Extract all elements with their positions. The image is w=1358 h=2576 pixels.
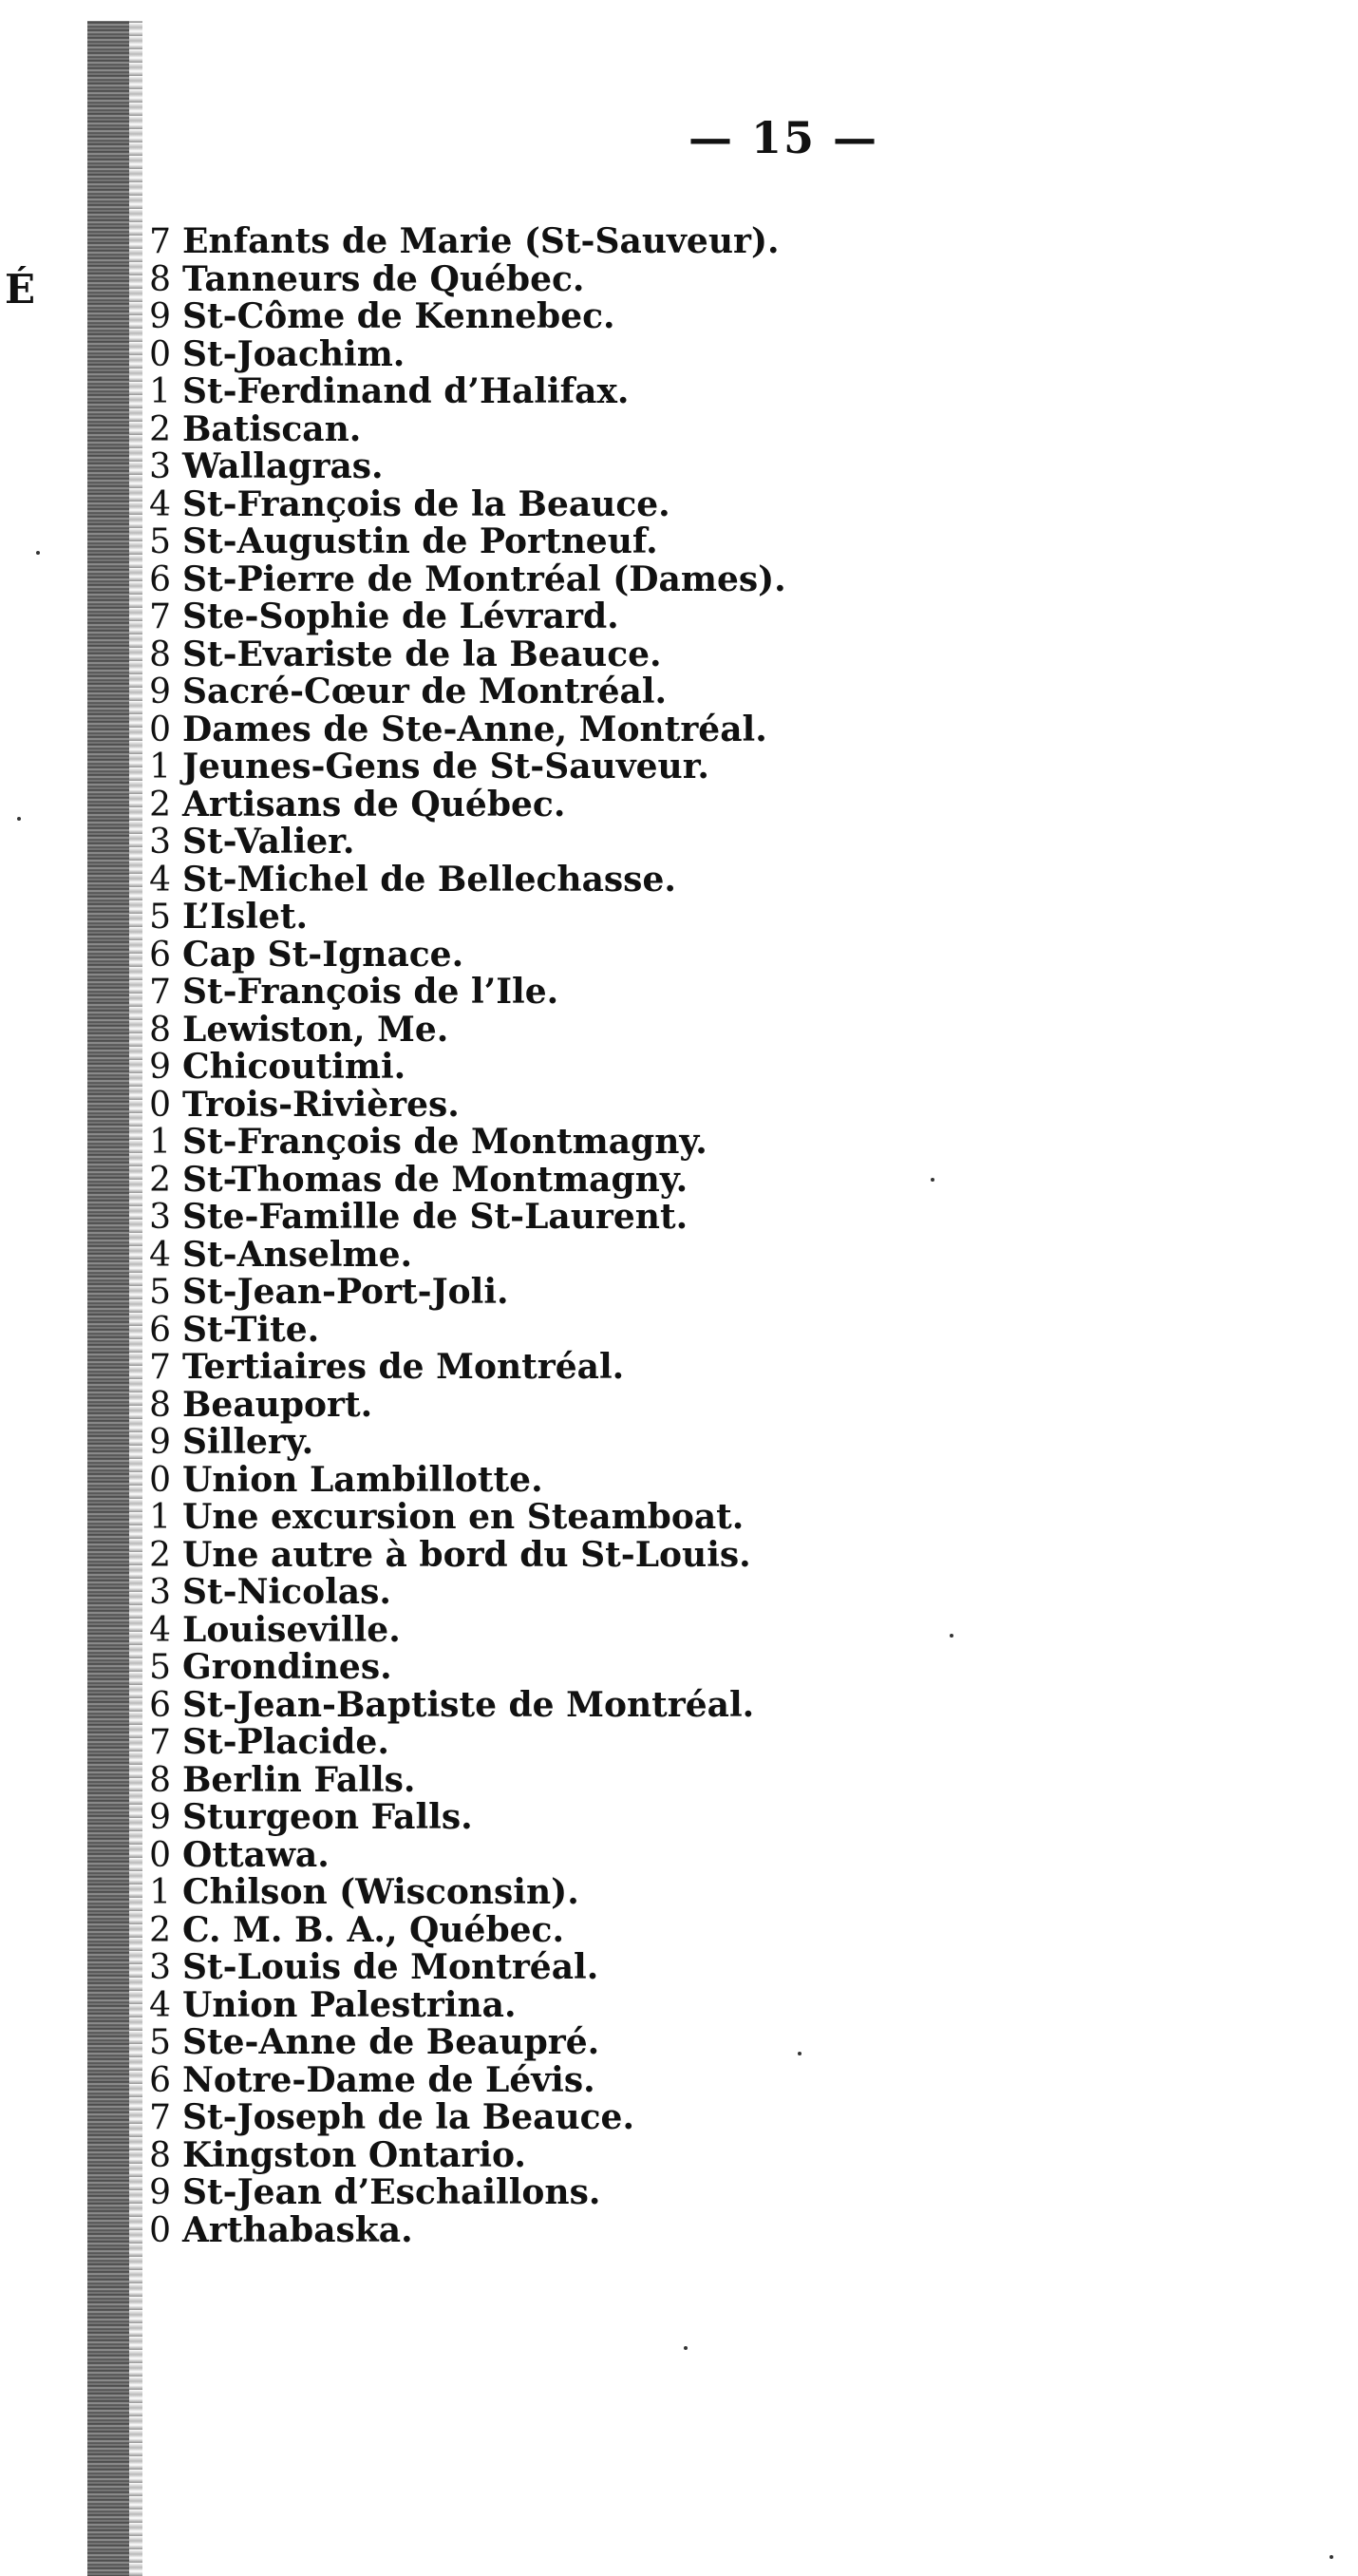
entry-name: Tertiaires de Montréal. <box>182 1347 625 1387</box>
list-item <box>114 373 1064 411</box>
entry-name: Artisans de Québec. <box>182 784 566 824</box>
list-item <box>114 1984 1064 2025</box>
entry-number: 8 <box>149 1385 171 1425</box>
list-item <box>114 1234 1064 1275</box>
entry-number: 1 <box>149 748 171 786</box>
entry-number: 7 <box>149 597 171 636</box>
list-item <box>114 2099 1064 2137</box>
entry-number: 4 <box>149 860 171 900</box>
entry-name: Berlin Falls. <box>182 1759 416 1800</box>
entry-name: St-Nicolas. <box>182 1572 391 1612</box>
list-item <box>114 1199 1064 1237</box>
print-speck <box>931 1178 934 1182</box>
entry-number: 3 <box>149 1573 171 1612</box>
list-item <box>114 2059 1064 2100</box>
entry-number: 3 <box>149 823 171 862</box>
entry-name: St-François de la Beauce. <box>182 483 670 524</box>
list-item <box>114 1759 1064 1800</box>
entry-name: Notre-Dame de Lévis. <box>182 2059 595 2100</box>
entry-name: St-Jean d’Eschaillons. <box>182 2172 601 2212</box>
entry-name: Grondines. <box>182 1647 392 1687</box>
entry-name: Jeunes-Gens de St-Sauveur. <box>182 747 709 786</box>
entry-number: 2 <box>149 1535 171 1575</box>
entry-number: 7 <box>149 2098 171 2137</box>
entry-name: St-François de l’Ile. <box>182 972 559 1012</box>
list-item <box>114 974 1064 1012</box>
entry-number: 6 <box>149 1310 171 1350</box>
list-item <box>114 1049 1064 1087</box>
entry-name: St-Joachim. <box>182 333 406 374</box>
list-item <box>114 2134 1064 2175</box>
list-item <box>114 1949 1064 1987</box>
list-item <box>114 1124 1064 1162</box>
list-item <box>114 859 1064 900</box>
entry-name: Cap St-Ignace. <box>182 934 464 975</box>
entry-number: 1 <box>149 1873 171 1912</box>
list-item <box>114 1724 1064 1762</box>
entry-name: St-Pierre de Montréal (Dames). <box>182 559 786 599</box>
entry-number: 0 <box>149 334 171 374</box>
entry-name: Ste-Famille de St-Laurent. <box>182 1197 688 1237</box>
entry-number: 3 <box>149 447 171 486</box>
entry-name: St-Jean-Port-Joli. <box>182 1272 509 1312</box>
entry-number: 6 <box>149 935 171 975</box>
entry-name: St-Ferdinand d’Halifax. <box>182 371 630 411</box>
entry-number: 4 <box>149 1235 171 1275</box>
list-item <box>114 1459 1064 1500</box>
list-item <box>114 483 1064 524</box>
entry-name: Ottawa. <box>182 1834 330 1875</box>
entry-number: 2 <box>149 1160 171 1200</box>
entry-number: 5 <box>149 898 171 937</box>
list-item <box>114 1384 1064 1425</box>
list-item <box>114 2024 1064 2062</box>
print-speck <box>798 2052 802 2055</box>
entry-name: St-Michel de Bellechasse. <box>182 859 676 900</box>
list-item <box>114 223 1064 261</box>
list-item <box>114 448 1064 486</box>
list-item <box>114 1534 1064 1575</box>
entry-name: St-Louis de Montréal. <box>182 1947 599 1987</box>
entry-name: Lewiston, Me. <box>182 1009 449 1050</box>
entry-name: St-Tite. <box>182 1309 320 1350</box>
entry-number: 0 <box>149 2210 171 2250</box>
list-item <box>114 711 1064 749</box>
entry-name: Union Lambillotte. <box>182 1459 543 1500</box>
entry-number: 9 <box>149 2173 171 2212</box>
entry-number: 0 <box>149 710 171 749</box>
list-item <box>114 1834 1064 1875</box>
list-item <box>114 1684 1064 1725</box>
list-item <box>114 1009 1064 1050</box>
list-item <box>114 258 1064 299</box>
list-item <box>114 1084 1064 1125</box>
entry-number: 5 <box>149 2023 171 2062</box>
entry-name: St-Evariste de la Beauce. <box>182 634 662 674</box>
entry-number: 5 <box>149 1273 171 1312</box>
list-item <box>114 2174 1064 2212</box>
entry-number: 7 <box>149 222 171 261</box>
list-item <box>114 298 1064 336</box>
list-item <box>114 408 1064 449</box>
entry-name: Une autre à bord du St-Louis. <box>182 1534 751 1575</box>
entry-name: Union Palestrina. <box>182 1984 517 2025</box>
list-item <box>114 748 1064 786</box>
entry-name: St-Augustin de Portneuf. <box>182 521 658 561</box>
margin-letter: É <box>5 266 36 313</box>
entry-name: St-Joseph de la Beauce. <box>182 2097 634 2137</box>
entry-number: 2 <box>149 409 171 449</box>
entry-number: 4 <box>149 484 171 524</box>
list-item <box>114 1649 1064 1687</box>
page-number: — 15 — <box>688 112 879 163</box>
entry-number: 4 <box>149 1985 171 2025</box>
entry-name: Chicoutimi. <box>182 1047 406 1087</box>
list-item <box>114 1499 1064 1537</box>
entry-number: 9 <box>149 672 171 711</box>
entry-name: Kingston Ontario. <box>182 2134 526 2175</box>
list-item <box>114 636 1064 674</box>
entry-number: 6 <box>149 2060 171 2100</box>
list-item <box>114 1424 1064 1462</box>
entry-name: Une excursion en Steamboat. <box>182 1497 745 1537</box>
entry-name: St-Anselme. <box>182 1234 413 1275</box>
entry-number: 8 <box>149 2135 171 2175</box>
list-item <box>114 1609 1064 1650</box>
entry-number: 7 <box>149 1723 171 1762</box>
entry-name: C. M. B. A., Québec. <box>182 1909 564 1950</box>
entry-number: 8 <box>149 1010 171 1050</box>
entry-number: 5 <box>149 522 171 561</box>
entry-name: Trois-Rivières. <box>182 1084 460 1125</box>
list-item <box>114 1874 1064 1912</box>
entry-name: Sillery. <box>182 1422 314 1462</box>
list-item <box>114 1909 1064 1950</box>
entry-number: 9 <box>149 297 171 336</box>
list-item <box>114 333 1064 374</box>
entry-name: Beauport. <box>182 1384 373 1425</box>
list-item <box>114 934 1064 975</box>
entry-number: 8 <box>149 1760 171 1800</box>
entry-number: 2 <box>149 1910 171 1950</box>
entry-number: 9 <box>149 1048 171 1087</box>
entry-number: 3 <box>149 1948 171 1987</box>
entry-number: 5 <box>149 1648 171 1687</box>
entry-name: Ste-Anne de Beaupré. <box>182 2022 600 2062</box>
entry-name: L’Islet. <box>182 897 309 937</box>
entry-number: 0 <box>149 1085 171 1125</box>
print-speck <box>36 551 40 555</box>
list-item <box>114 899 1064 937</box>
list-item <box>114 1309 1064 1350</box>
entry-name: Wallagras. <box>182 446 384 486</box>
entry-number: 9 <box>149 1423 171 1462</box>
list-item <box>114 523 1064 561</box>
print-speck <box>684 2346 688 2350</box>
entry-number: 3 <box>149 1198 171 1237</box>
list-item <box>114 561 1064 599</box>
entry-number: 1 <box>149 1123 171 1162</box>
entry-name: St-Côme de Kennebec. <box>182 296 615 336</box>
entry-number: 1 <box>149 1498 171 1537</box>
list-item <box>114 2209 1064 2250</box>
entry-name: Louiseville. <box>182 1609 401 1650</box>
entry-list <box>114 223 1064 2249</box>
entry-number: 9 <box>149 1798 171 1837</box>
entry-name: St-Valier. <box>182 822 355 862</box>
entry-number: 6 <box>149 559 171 599</box>
entry-name: Ste-Sophie de Lévrard. <box>182 597 619 636</box>
entry-number: 2 <box>149 785 171 824</box>
entry-name: Arthabaska. <box>182 2209 413 2250</box>
list-item <box>114 1349 1064 1387</box>
print-speck <box>950 1634 953 1638</box>
entry-number: 4 <box>149 1610 171 1650</box>
list-item <box>114 598 1064 636</box>
list-item <box>114 1574 1064 1612</box>
list-item <box>114 1799 1064 1837</box>
entry-name: Tanneurs de Québec. <box>182 258 585 299</box>
entry-name: St-Thomas de Montmagny. <box>182 1159 688 1200</box>
entry-number: 1 <box>149 372 171 411</box>
entry-number: 7 <box>149 1348 171 1387</box>
print-speck <box>17 817 21 821</box>
entry-number: 8 <box>149 259 171 299</box>
entry-name: St-Jean-Baptiste de Montréal. <box>182 1684 755 1725</box>
entry-number: 0 <box>149 1460 171 1500</box>
entry-number: 7 <box>149 973 171 1012</box>
entry-name: Batiscan. <box>182 408 362 449</box>
entry-name: Sturgeon Falls. <box>182 1797 473 1837</box>
entry-name: St-Placide. <box>182 1722 389 1762</box>
entry-number: 8 <box>149 635 171 674</box>
list-item <box>114 1159 1064 1200</box>
list-item <box>114 824 1064 862</box>
entry-name: St-François de Montmagny. <box>182 1122 707 1162</box>
entry-name: Chilson (Wisconsin). <box>182 1872 579 1912</box>
entry-name: Dames de Ste-Anne, Montréal. <box>182 709 767 749</box>
list-item <box>114 786 1064 824</box>
entry-number: 6 <box>149 1685 171 1725</box>
entry-number: 0 <box>149 1835 171 1875</box>
entry-name: Enfants de Marie (St-Sauveur). <box>182 221 780 261</box>
entry-name: Sacré-Cœur de Montréal. <box>182 672 668 711</box>
list-item <box>114 1274 1064 1312</box>
list-item <box>114 673 1064 711</box>
print-speck <box>1330 2555 1333 2559</box>
